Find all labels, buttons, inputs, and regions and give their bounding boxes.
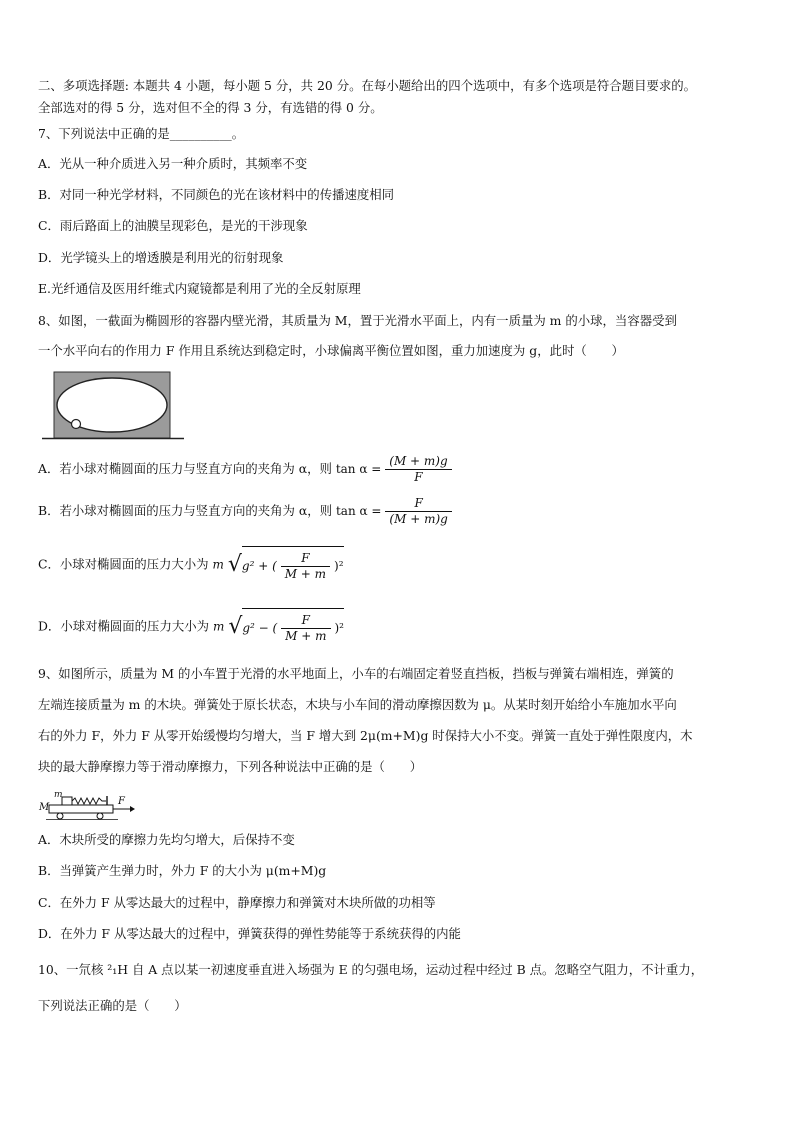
q8-option-d-close: )²	[334, 621, 344, 635]
section-header-line-1: 二、多项选择题: 本题共 4 小题，每小题 5 分，共 20 分。在每小题给出的四个选项中，有多个选项是符合题目要求的。	[38, 78, 697, 93]
q8-option-a-denominator: F	[414, 470, 423, 484]
q8-option-d-radicand	[242, 608, 344, 646]
q8-ellipse-container-figure	[40, 370, 186, 442]
q8-option-d-sqrt-sign: √	[228, 614, 243, 639]
q8-option-a-text: A．若小球对椭圆面的压力与竖直方向的夹角为 α，则	[38, 461, 332, 476]
q8-option-c-radicand	[242, 546, 344, 584]
q8-option-b-text: B．若小球对椭圆面的压力与竖直方向的夹角为 α，则	[38, 503, 333, 518]
small-ball	[72, 420, 81, 429]
q8-option-b	[38, 496, 452, 532]
q7-option-d: D．光学镜头上的增透膜是利用光的衍射现象	[38, 250, 284, 265]
q8-option-d	[38, 608, 344, 648]
q8-option-d-numerator: F	[281, 613, 330, 629]
q8-option-a-fraction	[385, 454, 451, 485]
q8-option-c	[38, 546, 344, 586]
q8-option-d-m: m	[212, 619, 225, 634]
q9-option-a: A．木块所受的摩擦力先均匀增大，后保持不变	[38, 832, 295, 847]
force-arrow-head	[130, 806, 135, 812]
q8-stem-line-1: 8、如图，一截面为椭圆形的容器内壁光滑，其质量为 M，置于光滑水平面上，内有一质量为 m 的小球，当容器受到	[38, 313, 677, 328]
q7-option-c: C．雨后路面上的油膜呈现彩色，是光的干涉现象	[38, 218, 308, 233]
q8-option-a-numerator: (M + m)g	[385, 454, 451, 470]
q8-option-b-denominator: (M + m)g	[389, 512, 448, 526]
q9-stem-line-1: 9、如图所示，质量为 M 的小车置于光滑的水平地面上，小车的右端固定着竖直挡板，挡板与弹簧右端相连，弹簧的	[38, 666, 674, 681]
q10-stem-line-2: 下列说法正确的是（ ）	[38, 998, 187, 1013]
q10-stem-line-1: 10、一氘核 ²₁H 自 A 点以某一初速度垂直进入场强为 E 的匀强电场，运动过程中经过 B 点。忽略空气阻力，不计重力，	[38, 962, 704, 977]
q7-option-a: A．光从一种介质进入另一种介质时，其频率不变	[38, 156, 308, 171]
q8-option-d-denominator: M + m	[285, 629, 327, 643]
q8-option-d-g: g² − (	[242, 621, 278, 635]
q8-option-d-fraction	[281, 613, 330, 644]
q7-option-b: B．对同一种光学材料，不同颜色的光在该材料中的传播速度相同	[38, 187, 395, 202]
q9-option-c: C．在外力 F 从零达最大的过程中，静摩擦力和弹簧对木块所做的功相等	[38, 895, 436, 910]
q8-option-b-lhs: tan α =	[335, 504, 382, 518]
q8-option-c-sqrt-sign: √	[227, 552, 242, 577]
q9-stem-line-2: 左端连接质量为 m 的木块。弹簧处于原长状态，木块与小车间的滑动摩擦因数为 μ。从某时刻开始给小车施加水平向	[38, 697, 677, 712]
q7-option-e: E.光纤通信及医用纤维式内窥镜都是利用了光的全反射原理	[38, 281, 361, 296]
q8-option-c-close: )²	[334, 559, 344, 573]
label-m: m	[54, 790, 63, 800]
q8-stem-line-2: 一个水平向右的作用力 F 作用且系统达到稳定时，小球偏离平衡位置如图，重力加速度为 g，此时（ ）	[38, 343, 624, 358]
label-M: M	[39, 802, 50, 813]
q9-stem-line-3: 右的外力 F，外力 F 从零开始缓慢均匀增大，当 F 增大到 2μ(m+M)g 时保持大小不变。弹簧一直处于弹性限度内，木	[38, 728, 693, 743]
q8-option-c-g: g² + (	[241, 559, 277, 573]
q8-option-b-numerator: F	[385, 496, 451, 512]
q8-option-c-fraction	[281, 551, 330, 582]
q7-stem: 7、下列说法中正确的是__________。	[38, 126, 245, 141]
q9-cart-spring-figure	[38, 788, 138, 822]
q9-option-d: D．在外力 F 从零达最大的过程中，弹簧获得的弹性势能等于系统获得的内能	[38, 926, 461, 941]
spring	[72, 798, 106, 804]
q8-option-c-numerator: F	[281, 551, 330, 567]
q8-option-d-text: D．小球对椭圆面的压力大小为	[38, 618, 210, 634]
wheel-left	[57, 813, 63, 819]
q8-option-b-fraction	[385, 496, 451, 527]
q8-option-c-m: m	[212, 557, 224, 572]
label-F: F	[118, 796, 125, 807]
q8-option-a-lhs: tan α =	[335, 462, 382, 476]
block	[62, 797, 72, 805]
q8-option-c-text: C．小球对椭圆面的压力大小为	[38, 556, 209, 572]
q9-stem-line-4: 块的最大静摩擦力等于滑动摩擦力，下列各种说法中正确的是（ ）	[38, 759, 423, 774]
q8-option-c-denominator: M + m	[284, 567, 327, 581]
wheel-right	[97, 813, 103, 819]
section-header-line-2: 全部选对的得 5 分，选对但不全的得 3 分，有选错的得 0 分。	[38, 100, 383, 115]
q9-option-b: B．当弹簧产生弹力时，外力 F 的大小为 μ(m+M)g	[38, 863, 327, 878]
q8-option-a	[38, 454, 452, 490]
cart-body	[49, 805, 113, 813]
